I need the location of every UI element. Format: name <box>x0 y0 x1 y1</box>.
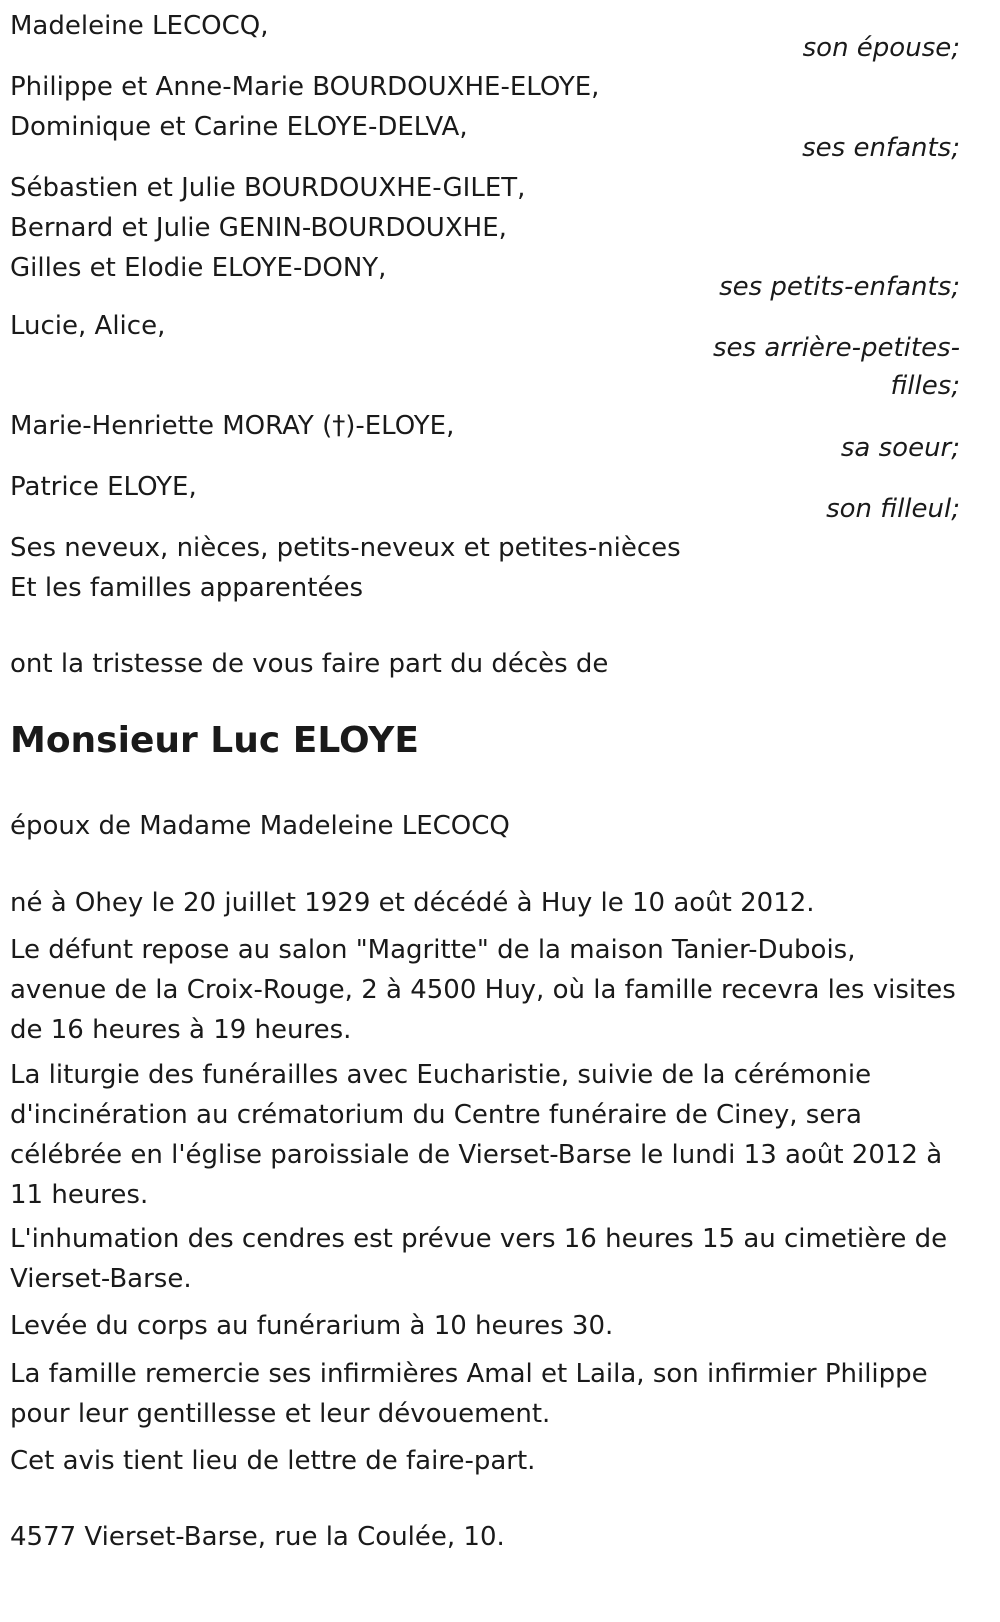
sister-role: sa soeur; <box>840 433 960 463</box>
thanks-paragraph: La famille remercie ses infirmières Amal et Laila, son infirmier Philippe pour leur gentillesse et leur dévouement. <box>10 1359 928 1429</box>
repose-paragraph: Le défunt repose au salon "Magritte" de la maison Tanier-Dubois, avenue de la Croix-Rouge, 2 à 4500 Huy, où la famille recevra les visites de 16 heures à 19 heures. <box>10 935 956 1045</box>
deceased-name: Monsieur Luc ELOYE <box>10 720 419 761</box>
sister-block <box>10 406 454 446</box>
grandchild-name: Bernard et Julie GENIN-BOURDOUXHE, <box>10 213 507 243</box>
relatives-line: Et les familles apparentées <box>10 573 364 603</box>
grandchildren-block <box>10 168 525 288</box>
grandchildren-role: ses petits-enfants; <box>719 272 960 302</box>
address: 4577 Vierset-Barse, rue la Coulée, 10. <box>10 1522 505 1552</box>
great-grandchildren-role-line: filles; <box>890 371 960 401</box>
announcement-text: ont la tristesse de vous faire part du décès de <box>10 649 609 679</box>
relatives-line: Ses neveux, nièces, petits-neveux et petites-nièces <box>10 533 681 563</box>
spouse-block <box>10 6 268 46</box>
sister-name: Marie-Henriette MORAY (†)-ELOYE, <box>10 411 455 441</box>
child-name: Dominique et Carine ELOYE-DELVA, <box>10 112 468 142</box>
grandchild-name: Gilles et Elodie ELOYE-DONY, <box>10 253 387 283</box>
spouse-role: son épouse; <box>802 33 960 63</box>
birth-death-paragraph: né à Ohey le 20 juillet 1929 et décédé à Huy le 10 août 2012. <box>10 888 815 918</box>
relatives-block <box>10 528 681 608</box>
announcement <box>10 644 608 684</box>
godson-role: son filleul; <box>826 494 960 524</box>
inhumation-paragraph: L'inhumation des cendres est prévue vers 16 heures 15 au cimetière de Vierset-Barse. <box>10 1224 948 1294</box>
godson-block <box>10 467 197 507</box>
notice-paragraph: Cet avis tient lieu de lettre de faire-part. <box>10 1446 536 1476</box>
deceased-spouse-text: époux de Madame Madeleine LECOCQ <box>10 811 510 841</box>
godson-name: Patrice ELOYE, <box>10 472 197 502</box>
great-grandchildren-role-line: ses arrière-petites- <box>713 333 960 363</box>
levee-paragraph: Levée du corps au funérarium à 10 heures 30. <box>10 1311 614 1341</box>
great-grandchildren-role <box>713 328 960 404</box>
children-role: ses enfants; <box>802 133 960 163</box>
liturgy-paragraph: La liturgie des funérailles avec Eucharistie, suivie de la cérémonie d'incinération au crématorium du Centre funéraire de Ciney, sera célébrée en l'église paroissiale de Vierset-Barse le lundi 13 août 2012 à 11 heures. <box>10 1060 943 1210</box>
deceased-spouse-line <box>10 806 510 846</box>
grandchild-name: Sébastien et Julie BOURDOUXHE-GILET, <box>10 173 526 203</box>
child-name: Philippe et Anne-Marie BOURDOUXHE-ELOYE, <box>10 72 600 102</box>
great-grandchild-name: Lucie, Alice, <box>10 311 166 341</box>
spouse-name: Madeleine LECOCQ, <box>10 11 269 41</box>
children-block <box>10 67 599 147</box>
great-grandchildren-block <box>10 306 165 346</box>
